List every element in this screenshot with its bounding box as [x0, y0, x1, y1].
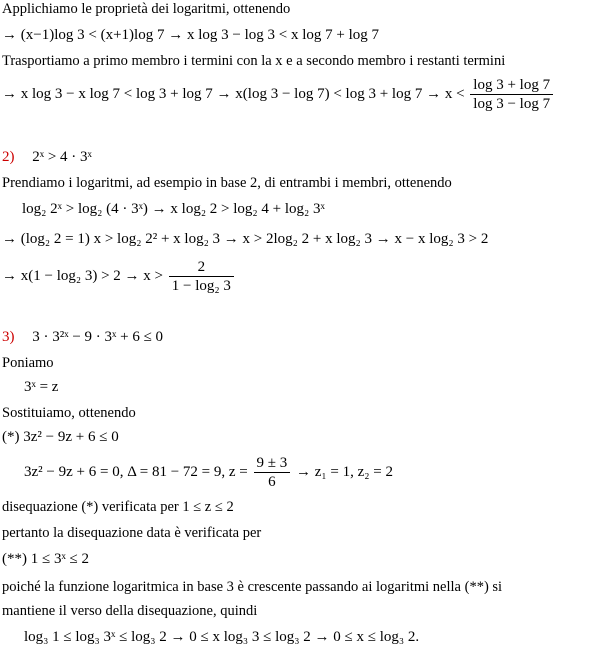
text-line: Prendiamo i logaritmi, ad esempio in base 2, di entrambi i membri, ottenendo	[2, 175, 452, 191]
fraction	[254, 454, 291, 491]
fraction-denominator: log 3 − log 7	[473, 96, 551, 112]
fraction	[470, 76, 553, 113]
text-line: disequazione (*) verificata per 1 ≤ z ≤ 2	[2, 499, 234, 515]
math-line: → (log₂ 2 = 1) x > log₂ 2² + x log₂ 3 → x > 2log₂ 2 + x log₂ 3 → x − x log₂ 3 > 2	[2, 231, 489, 247]
math-line: 3ˣ = z	[24, 379, 59, 395]
fraction-denominator: 1 − log₂ 3	[171, 278, 231, 294]
section-3-heading	[2, 328, 163, 346]
math-line-with-fraction	[24, 454, 393, 491]
math-text: → x log 3 − x log 7 < log 3 + log 7 → x(log 3 − log 7) < log 3 + log 7 → x <	[2, 85, 465, 102]
math-line-with-fraction	[2, 76, 555, 113]
text-line: pertanto la disequazione data è verificata per	[2, 525, 262, 541]
fraction-numerator: 2	[169, 258, 234, 277]
text-line: Applichiamo le proprietà dei logaritmi, ottenendo	[2, 1, 291, 17]
fraction-denominator: 6	[268, 474, 276, 490]
section-2-heading	[2, 148, 92, 166]
math-line: (*) 3z² − 9z + 6 ≤ 0	[2, 429, 119, 445]
section-number: 3)	[2, 329, 15, 345]
text-line: Trasportiamo a primo membro i termini con la x e a secondo membro i restanti termini	[2, 53, 506, 69]
fraction-numerator: 9 ± 3	[254, 454, 291, 473]
math-text: 3z² − 9z + 6 = 0, Δ = 81 − 72 = 9, z =	[24, 463, 248, 480]
text-line: poiché la funzione logaritmica in base 3 è crescente passando ai logaritmi nella (**) si	[2, 579, 503, 595]
section-number: 2)	[2, 149, 15, 165]
text-line: Sostituiamo, ottenendo	[2, 405, 136, 421]
math-line: (**) 1 ≤ 3ˣ ≤ 2	[2, 551, 90, 567]
math-line: log₃ 1 ≤ log₃ 3ˣ ≤ log₃ 2 → 0 ≤ x log₃ 3 ≤ log₃ 2 → 0 ≤ x ≤ log₃ 2.	[24, 629, 420, 645]
text-line: Poniamo	[2, 355, 54, 371]
math-text: → z₁ = 1, z₂ = 2	[296, 463, 393, 480]
math-line: log₂ 2ˣ > log₂ (4 · 3ˣ) → x log₂ 2 > log₂ 4 + log₂ 3ˣ	[22, 201, 325, 217]
math-text: → x(1 − log₂ 3) > 2 → x >	[2, 267, 164, 284]
fraction-numerator: log 3 + log 7	[470, 76, 553, 95]
section-equation: 3 · 3²ˣ − 9 · 3ˣ + 6 ≤ 0	[32, 329, 164, 345]
text-line: mantiene il verso della disequazione, quindi	[2, 603, 258, 619]
math-line-with-fraction	[2, 258, 236, 295]
math-line: → (x−1)log 3 < (x+1)log 7 → x log 3 − log 3 < x log 7 + log 7	[2, 27, 379, 43]
fraction	[169, 258, 234, 295]
section-equation: 2ˣ > 4 · 3ˣ	[32, 149, 92, 165]
